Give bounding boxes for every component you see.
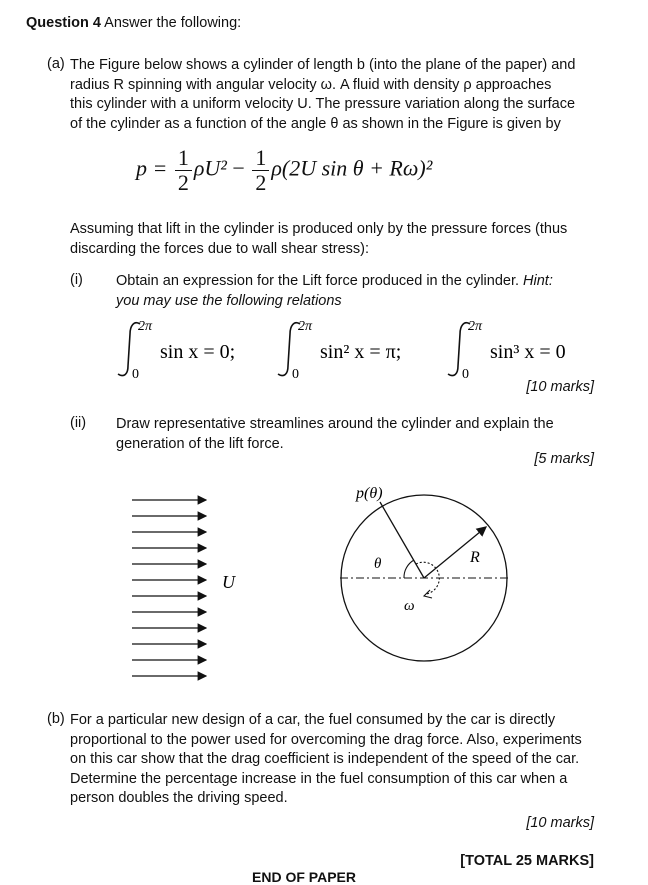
equation-term-1: ρU² — [193, 155, 227, 181]
hint-label: Hint: — [523, 273, 553, 289]
sub-i-main-text: Obtain an expression for the Lift force produced in the cylinder. — [116, 273, 520, 289]
integral-lower-limit: 0 — [132, 367, 139, 382]
hint-text: you may use the following relations — [116, 292, 342, 309]
assumption-line: Assuming that lift in the cylinder is produced only by the pressure forces (thus — [70, 221, 568, 237]
equation-fraction — [175, 146, 192, 195]
part-a-line: The Figure below shows a cylinder of length b (into the plane of the paper) and — [70, 57, 576, 73]
sub-i-label: (i) — [70, 272, 83, 288]
pressure-equation — [136, 146, 432, 195]
total-marks: [TOTAL 25 MARKS] — [460, 853, 594, 869]
cylinder-figure — [120, 480, 540, 695]
fraction-denominator: 2 — [177, 170, 189, 195]
fraction-numerator: 1 — [252, 146, 269, 171]
part-b-line: person doubles the driving speed. — [70, 790, 288, 806]
part-b-text — [70, 711, 610, 809]
theta-label: θ — [374, 556, 382, 572]
integral-relations — [110, 316, 610, 386]
pressure-label: p(θ) — [356, 485, 383, 502]
uniform-flow-arrows — [132, 500, 206, 676]
sub-ii-label: (ii) — [70, 415, 87, 431]
sub-ii-marks: [5 marks] — [534, 451, 594, 467]
part-b-line: proportional to the power used for overcoming the drag force. Also, experiments — [70, 731, 582, 748]
equation-minus: − — [232, 155, 245, 181]
equation-fraction — [252, 146, 269, 195]
theta-arc — [404, 560, 414, 578]
fraction-numerator: 1 — [175, 146, 192, 171]
sub-i-text — [116, 272, 596, 311]
part-a-label: (a) — [47, 56, 65, 72]
flow-velocity-label: U — [222, 572, 235, 592]
part-b-line: For a particular new design of a car, the fuel consumed by the car is directly — [70, 712, 556, 728]
omega-label: ω — [404, 598, 415, 614]
integral-upper-limit: 2π — [138, 319, 153, 334]
part-b-marks: [10 marks] — [526, 815, 594, 831]
assumption-line: discarding the forces due to wall shear stress): — [70, 240, 369, 257]
radius-label: R — [470, 549, 480, 566]
integral-upper-limit: 2π — [468, 319, 483, 334]
relation-1: sin x = 0; — [160, 341, 236, 363]
sub-ii-line: generation of the lift force. — [116, 435, 284, 452]
equation-term-2: ρ(2U sin θ + Rω)² — [271, 155, 433, 181]
question-instruction: Answer the following: — [104, 15, 242, 31]
question-label: Question 4 — [26, 15, 101, 31]
pressure-radius-line — [380, 502, 424, 578]
integral-upper-limit: 2π — [298, 319, 313, 334]
part-b-line: Determine the percentage increase in the fuel consumption of this car when a — [70, 770, 568, 787]
sub-ii-text — [116, 415, 596, 454]
assumption-text — [70, 220, 610, 259]
part-a-line: this cylinder with a uniform velocity U. The pressure variation along the surface — [70, 96, 576, 112]
integral-lower-limit: 0 — [462, 367, 469, 382]
question-heading — [26, 15, 241, 31]
sub-ii-line: Draw representative streamlines around the cylinder and explain the — [116, 416, 554, 432]
integral-lower-limit: 0 — [292, 367, 299, 382]
relation-2: sin² x = π; — [320, 341, 402, 363]
equation-lhs: p = — [136, 155, 168, 181]
relation-3: sin³ x = 0 — [490, 341, 566, 363]
fraction-denominator: 2 — [255, 170, 267, 195]
sub-i-marks: [10 marks] — [526, 379, 594, 395]
part-a-line: radius R spinning with angular velocity ω. A fluid with density ρ approaches — [70, 76, 552, 93]
part-a-line: of the cylinder as a function of the angle θ as shown in the Figure is given by — [70, 115, 561, 132]
end-of-paper: END OF PAPER — [252, 869, 356, 885]
part-a-text — [70, 56, 610, 134]
part-b-label: (b) — [47, 711, 65, 727]
part-b-line: on this car show that the drag coefficient is independent of the speed of the car. — [70, 751, 580, 767]
